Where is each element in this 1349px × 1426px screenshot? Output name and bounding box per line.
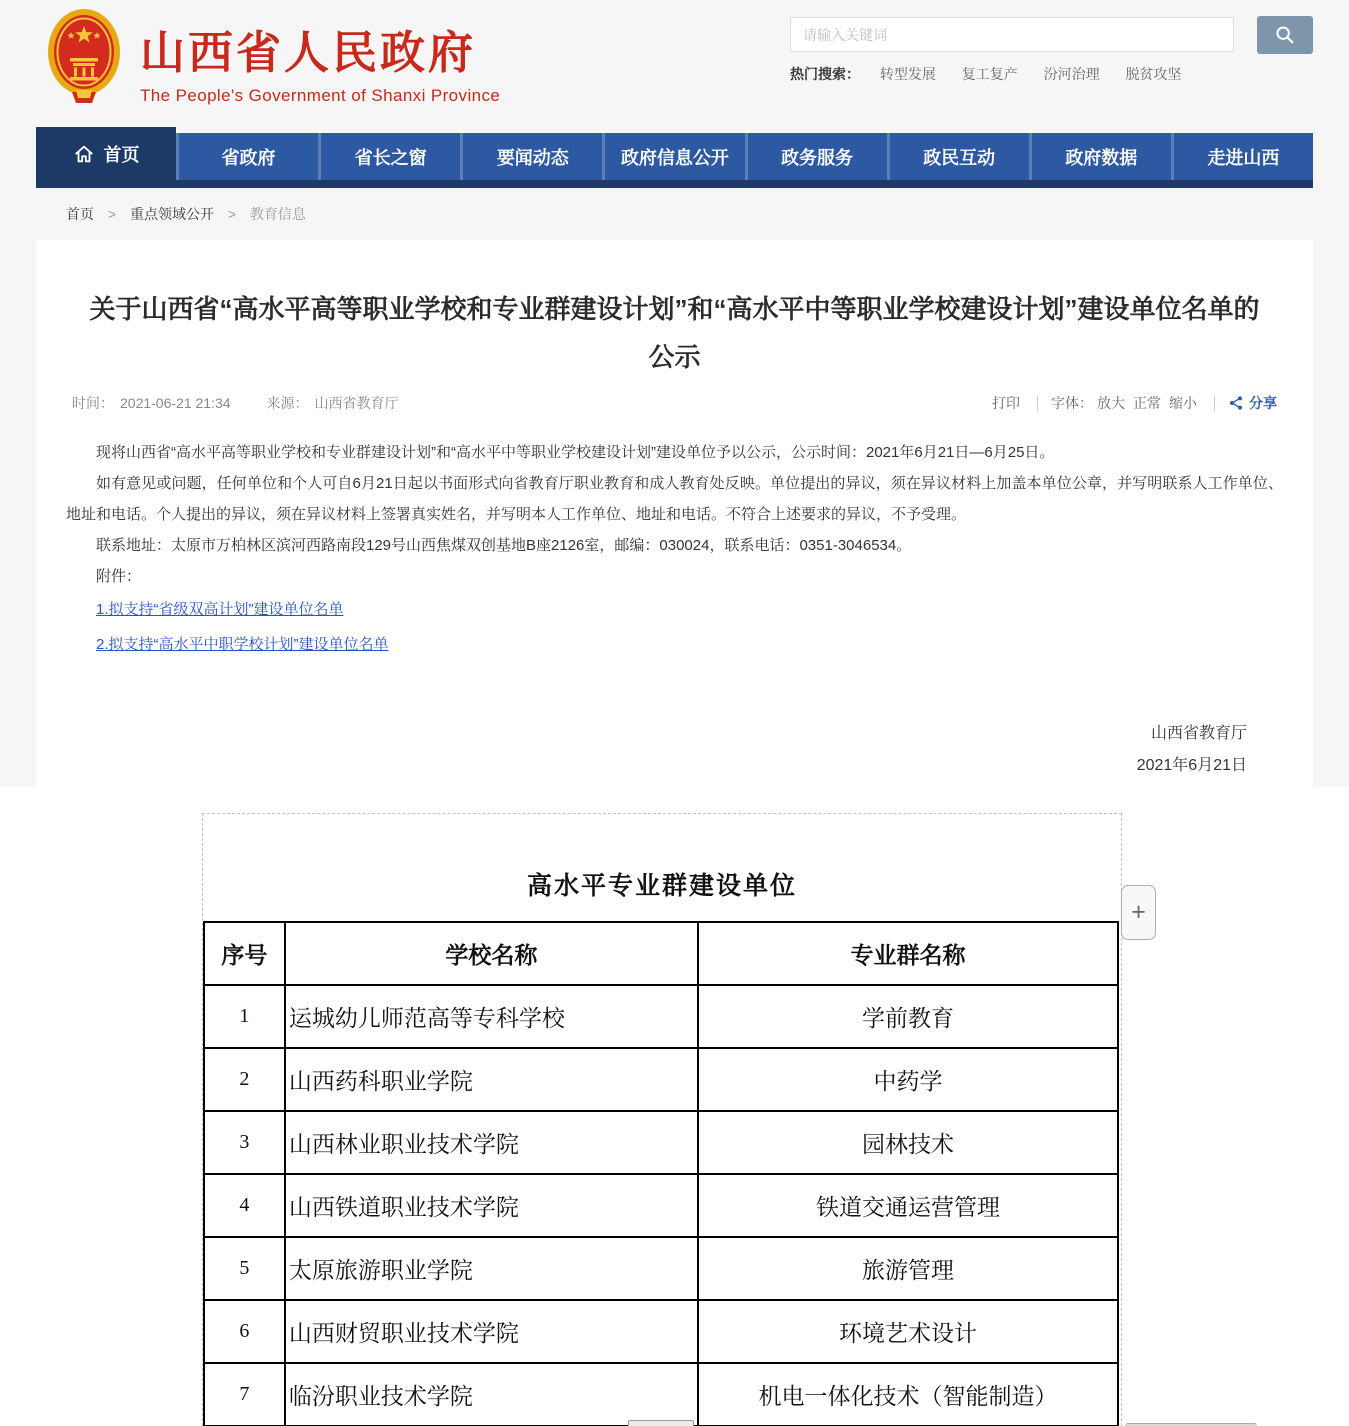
search-icon xyxy=(1274,24,1296,46)
cell-major: 园林技术 xyxy=(698,1111,1118,1174)
meta-time-label: 时间： xyxy=(72,395,114,411)
nav-item-gov-services[interactable] xyxy=(745,133,887,180)
cell-school: 山西药科职业学院 xyxy=(285,1048,698,1111)
doc-col-school: 学校名称 xyxy=(285,922,698,985)
cell-school: 运城幼儿师范高等专科学校 xyxy=(285,985,698,1048)
hot-search-link[interactable]: 复工复产 xyxy=(961,66,1018,82)
article-paragraph: 如有意见或问题，任何单位和个人可自6月21日起以书面形式向省教育厅职业教育和成人教育处反映。单位提出的异议，须在异议材料上加盖本单位公章，并写明联系人工作单位、地址和电话。个人提出的异议，须在异议材料上签署真实姓名，并写明本人工作单位、地址和电话。不符合上述要求的异议，不予受理。 xyxy=(66,475,1283,523)
cell-school: 山西财贸职业技术学院 xyxy=(285,1300,698,1363)
article-signature xyxy=(66,718,1283,782)
signature-org: 山西省教育厅 xyxy=(1150,725,1247,742)
article-body xyxy=(66,437,1283,662)
nav-item-label: 要闻动态 xyxy=(496,147,569,168)
attachment-image-viewer xyxy=(0,787,1349,1426)
site-header xyxy=(0,0,1349,127)
breadcrumb xyxy=(66,188,306,240)
site-title-block xyxy=(140,16,500,106)
site-title: 山西省人民政府 xyxy=(140,28,477,78)
meta-divider xyxy=(1214,396,1215,411)
font-normal-button[interactable]: 正常 xyxy=(1133,395,1161,411)
nav-item-home[interactable] xyxy=(36,127,176,180)
meta-time-value: 2021-06-21 21:34 xyxy=(120,395,231,411)
table-row xyxy=(204,985,1118,1048)
plus-icon: + xyxy=(1131,898,1146,926)
nav-item-label: 政民互动 xyxy=(923,147,996,168)
cell-index: 1 xyxy=(204,985,285,1048)
cell-major: 学前教育 xyxy=(698,985,1118,1048)
meta-source-label: 来源： xyxy=(266,395,309,411)
hot-search-link[interactable]: 脱贫攻坚 xyxy=(1125,66,1182,82)
attachment-label: 附件： xyxy=(96,568,142,585)
nav-item-news[interactable] xyxy=(460,133,602,180)
national-emblem-logo xyxy=(46,6,122,104)
doc-col-index: 序号 xyxy=(204,922,285,985)
signature-date: 2021年6月21日 xyxy=(1136,757,1247,774)
attachment-image-frame xyxy=(202,813,1122,1426)
cell-major: 环境艺术设计 xyxy=(698,1300,1118,1363)
search-button[interactable] xyxy=(1257,16,1313,54)
article-meta-left xyxy=(72,393,405,413)
cell-school: 太原旅游职业学院 xyxy=(285,1237,698,1300)
breadcrumb-current: 教育信息 xyxy=(249,206,306,222)
nav-item-info-disclosure[interactable] xyxy=(602,133,744,180)
font-smaller-button[interactable]: 缩小 xyxy=(1169,395,1197,411)
doc-col-major: 专业群名称 xyxy=(698,922,1118,985)
font-size-label: 字体： xyxy=(1051,395,1093,411)
table-row xyxy=(204,1363,1118,1426)
doc-table-title: 高水平专业群建设单位 xyxy=(526,873,797,900)
nav-item-label: 政府数据 xyxy=(1065,147,1138,168)
article-meta-right xyxy=(988,393,1277,413)
share-button[interactable] xyxy=(1228,393,1277,413)
breadcrumb-home[interactable]: 首页 xyxy=(66,206,94,222)
cell-major: 机电一体化技术（智能制造） xyxy=(698,1363,1118,1426)
cell-school: 山西林业职业技术学院 xyxy=(285,1111,698,1174)
hot-search-row xyxy=(790,64,1204,84)
zoom-in-button[interactable] xyxy=(1121,885,1156,940)
nav-item-label: 省长之窗 xyxy=(354,147,427,168)
nav-item-provincial-gov[interactable] xyxy=(176,133,318,180)
cell-index: 6 xyxy=(204,1300,285,1363)
cell-index: 3 xyxy=(204,1111,285,1174)
main-nav xyxy=(36,127,1313,180)
breadcrumb-separator: > xyxy=(227,206,237,222)
nav-item-label: 首页 xyxy=(103,144,140,165)
table-row xyxy=(204,1111,1118,1174)
meta-source-value: 山西省教育厅 xyxy=(314,395,399,411)
site-subtitle: The People's Government of Shanxi Province xyxy=(140,86,501,105)
nav-item-label: 政府信息公开 xyxy=(620,147,729,168)
article-paragraph: 联系地址：太原市万柏林区滨河西路南段129号山西焦煤双创基地B座2126室，邮编：030024，联系电话：0351-3046534。 xyxy=(96,537,912,554)
attachment-link-2[interactable]: 2.拟支持“高水平中职学校计划”建设单位名单 xyxy=(96,636,389,653)
article-title: 关于山西省“高水平高等职业学校和专业群建设计划”和“高水平中等职业学校建设计划”建设单位名单的公示 xyxy=(89,294,1260,372)
cell-major: 铁道交通运营管理 xyxy=(698,1174,1118,1237)
table-row xyxy=(204,1048,1118,1111)
cell-school: 临汾职业技术学院 xyxy=(285,1363,698,1426)
article-meta-row xyxy=(66,393,1283,413)
share-icon xyxy=(1228,395,1244,411)
table-row xyxy=(204,1237,1118,1300)
article-paragraph: 现将山西省“高水平高等职业学校和专业群建设计划”和“高水平中等职业学校建设计划”建设单位予以公示，公示时间：2021年6月21日—6月25日。 xyxy=(96,444,1055,461)
cell-index: 2 xyxy=(204,1048,285,1111)
cell-major: 中药学 xyxy=(698,1048,1118,1111)
horizontal-scrollbar-thumb[interactable] xyxy=(628,1420,694,1426)
nav-item-governor-window[interactable] xyxy=(318,133,460,180)
hot-search-label: 热门搜索： xyxy=(790,66,860,82)
cell-index: 7 xyxy=(204,1363,285,1426)
nav-bottom-strip xyxy=(36,180,1313,188)
font-larger-button[interactable]: 放大 xyxy=(1097,395,1125,411)
doc-table xyxy=(203,921,1119,1426)
breadcrumb-separator: > xyxy=(107,206,117,222)
cell-school: 山西铁道职业技术学院 xyxy=(285,1174,698,1237)
home-icon xyxy=(73,143,95,165)
nav-item-label: 政务服务 xyxy=(781,147,854,168)
breadcrumb-key-areas[interactable]: 重点领域公开 xyxy=(129,206,214,222)
cell-index: 4 xyxy=(204,1174,285,1237)
nav-item-label: 走进山西 xyxy=(1207,147,1280,168)
cell-major: 旅游管理 xyxy=(698,1237,1118,1300)
hot-search-link[interactable]: 汾河治理 xyxy=(1043,66,1100,82)
cell-index: 5 xyxy=(204,1237,285,1300)
search-input[interactable] xyxy=(790,17,1234,52)
nav-item-label: 省政府 xyxy=(221,147,276,168)
article-box xyxy=(36,240,1313,787)
share-label: 分享 xyxy=(1249,395,1277,411)
table-row xyxy=(204,1300,1118,1363)
nav-item-interaction[interactable] xyxy=(887,133,1029,180)
nav-item-about-shanxi[interactable] xyxy=(1171,133,1313,180)
doc-table-header-row xyxy=(204,922,1118,985)
hot-search-link[interactable]: 转型发展 xyxy=(879,66,936,82)
attachment-link-1[interactable]: 1.拟支持“省级双高计划”建设单位名单 xyxy=(96,601,344,618)
nav-item-gov-data[interactable] xyxy=(1029,133,1171,180)
table-row xyxy=(204,1174,1118,1237)
print-button[interactable]: 打印 xyxy=(992,395,1020,411)
meta-divider xyxy=(1037,396,1038,411)
